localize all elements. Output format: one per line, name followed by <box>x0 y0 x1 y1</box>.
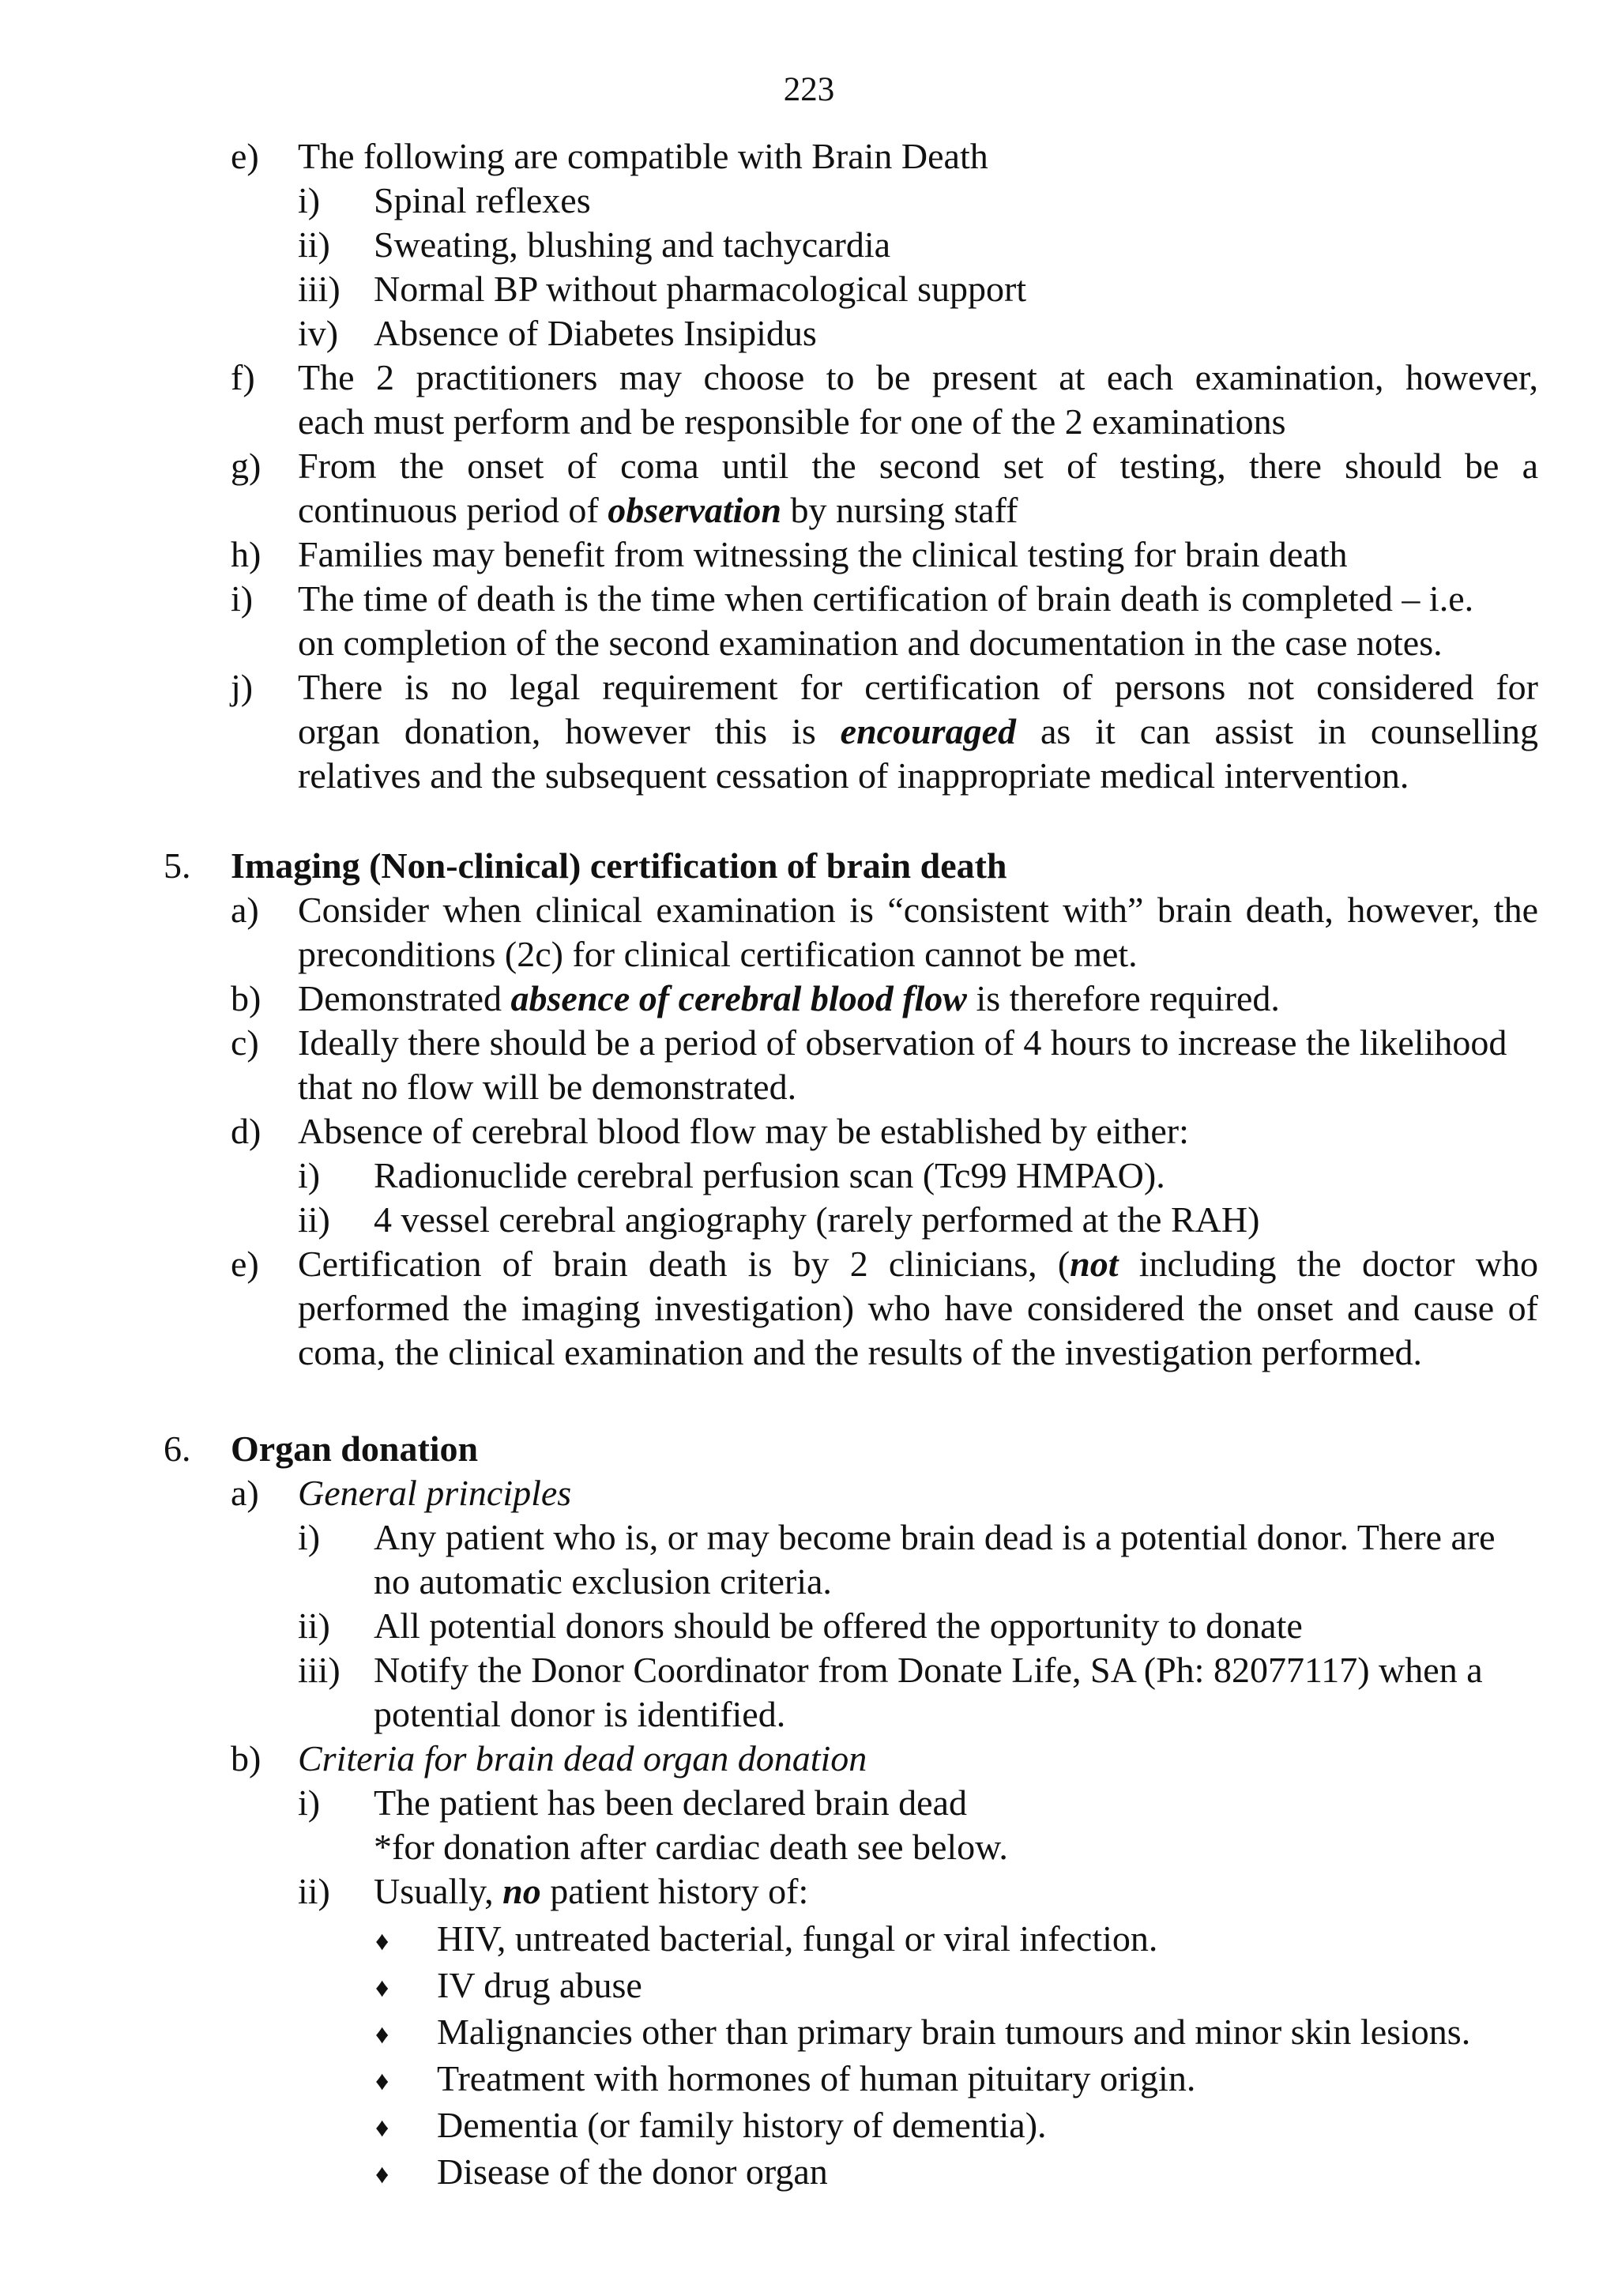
bullet-text: Malignancies other than primary brain tumours and minor skin lesions. <box>437 2012 1471 2052</box>
subitem-text: Absence of Diabetes Insipidus <box>374 313 817 353</box>
subitem-marker: iii) <box>298 269 341 309</box>
bullet-text: Dementia (or family history of dementia). <box>437 2105 1047 2145</box>
subitem-marker: i) <box>298 180 321 220</box>
subitem-text: Any patient who is, or may become brain dead is a potential donor. There are <box>374 1517 1496 1557</box>
subitem-text-cont: potential donor is identified. <box>374 1694 786 1734</box>
item-marker: g) <box>231 446 262 486</box>
item-marker: e) <box>231 136 259 176</box>
subitem-text: Radionuclide cerebral perfusion scan (Tc99 HMPAO). <box>374 1155 1165 1195</box>
item-marker: c) <box>231 1022 259 1063</box>
subitem-marker: ii) <box>298 1605 330 1646</box>
item-text-cont: coma, the clinical examination and the results of the investigation performed. <box>298 1332 1422 1372</box>
text-run: continuous period of <box>298 490 608 530</box>
text-run: Certification of brain death is by 2 clinicians, ( <box>298 1244 1071 1284</box>
subitem-marker: i) <box>298 1782 321 1823</box>
subitem-text <box>374 1869 808 1914</box>
item-text-cont: relatives and the subsequent cessation of inappropriate medical intervention. <box>298 755 1409 796</box>
emphasis: not <box>1070 1244 1119 1284</box>
item-text-cont <box>298 710 1538 754</box>
text-run: by nursing staff <box>781 490 1018 530</box>
item-marker: b) <box>231 978 262 1018</box>
text-run: including the doctor who <box>1118 1244 1538 1284</box>
emphasis: absence of cerebral blood flow <box>510 978 967 1018</box>
item-text: The following are compatible with Brain Death <box>298 136 988 176</box>
diamond-bullet-icon: ♦ <box>375 2160 389 2189</box>
subitem-text-cont: no automatic exclusion criteria. <box>374 1561 832 1602</box>
emphasis: observation <box>608 490 781 530</box>
item-marker: e) <box>231 1244 259 1284</box>
item-marker: h) <box>231 534 262 574</box>
diamond-bullet-icon: ♦ <box>375 2020 389 2049</box>
text-run: as it can assist in counselling <box>1016 711 1538 751</box>
diamond-bullet-icon: ♦ <box>375 1927 389 1956</box>
diamond-bullet-icon: ♦ <box>375 2113 389 2143</box>
item-marker: i) <box>231 578 254 619</box>
bullet-text: HIV, untreated bacterial, fungal or viral infection. <box>437 1918 1158 1959</box>
item-text-cont <box>298 488 1018 533</box>
subitem-text: Spinal reflexes <box>374 180 591 220</box>
section-title: Organ donation <box>231 1428 479 1469</box>
text-run: Usually, <box>374 1871 503 1911</box>
item-text: Ideally there should be a period of observation of 4 hours to increase the likelihood <box>298 1022 1507 1063</box>
item-text-cont: each must perform and be responsible for one of the 2 examinations <box>298 401 1286 442</box>
text-run: Demonstrated <box>298 978 511 1018</box>
emphasis: no <box>502 1871 541 1911</box>
item-text <box>298 1242 1538 1286</box>
item-text: From the onset of coma until the second set of testing, there should be a <box>298 446 1538 486</box>
item-text <box>298 977 1280 1021</box>
bullet-text: Disease of the donor organ <box>437 2151 828 2192</box>
subitem-marker: ii) <box>298 1199 330 1240</box>
emphasis: encouraged <box>840 711 1016 751</box>
item-text-cont: that no flow will be demonstrated. <box>298 1067 797 1107</box>
item-marker: a) <box>231 1473 259 1513</box>
diamond-bullet-icon: ♦ <box>375 1974 389 2003</box>
item-marker: j) <box>231 667 254 707</box>
bullet-text: IV drug abuse <box>437 1965 642 2005</box>
section-number: 5. <box>164 845 191 886</box>
item-text-cont: preconditions (2c) for clinical certification cannot be met. <box>298 934 1138 974</box>
subitem-marker: iii) <box>298 1650 341 1690</box>
diamond-bullet-icon: ♦ <box>375 2067 389 2096</box>
subitem-marker: ii) <box>298 1871 330 1911</box>
subsection-title: General principles <box>298 1473 572 1513</box>
item-text: There is no legal requirement for certification of persons not considered for <box>298 667 1538 707</box>
item-text-cont: on completion of the second examination and documentation in the case notes. <box>298 623 1443 663</box>
subitem-marker: iv) <box>298 313 339 353</box>
item-text: Families may benefit from witnessing the clinical testing for brain death <box>298 534 1348 574</box>
text-run: is therefore required. <box>966 978 1280 1018</box>
item-text-cont: performed the imaging investigation) who have considered the onset and cause of <box>298 1288 1538 1328</box>
text-run: patient history of: <box>540 1871 809 1911</box>
text-run: organ donation, however this is <box>298 711 841 751</box>
item-text: The time of death is the time when certification of brain death is completed – i.e. <box>298 578 1474 619</box>
subitem-text: The patient has been declared brain dead <box>374 1782 967 1823</box>
subitem-marker: ii) <box>298 224 330 265</box>
subitem-marker: i) <box>298 1155 321 1195</box>
item-marker: f) <box>231 357 255 397</box>
item-marker: a) <box>231 890 259 930</box>
page-number: 223 <box>783 71 835 108</box>
section-number: 6. <box>164 1428 191 1469</box>
bullet-text: Treatment with hormones of human pituitary origin. <box>437 2058 1196 2098</box>
subsection-title: Criteria for brain dead organ donation <box>298 1738 867 1778</box>
item-marker: b) <box>231 1738 262 1778</box>
subitem-text: All potential donors should be offered the opportunity to donate <box>374 1605 1303 1646</box>
item-text: Absence of cerebral blood flow may be established by either: <box>298 1111 1189 1151</box>
section-title: Imaging (Non-clinical) certification of brain death <box>231 845 1007 886</box>
item-text: The 2 practitioners may choose to be present at each examination, however, <box>298 357 1538 397</box>
subitem-text: Sweating, blushing and tachycardia <box>374 224 891 265</box>
item-marker: d) <box>231 1111 262 1151</box>
subitem-marker: i) <box>298 1517 321 1557</box>
subitem-text-cont: *for donation after cardiac death see below. <box>374 1827 1008 1867</box>
item-text: Consider when clinical examination is “consistent with” brain death, however, the <box>298 890 1538 930</box>
subitem-text: Notify the Donor Coordinator from Donate Life, SA (Ph: 82077117) when a <box>374 1650 1483 1690</box>
subitem-text: 4 vessel cerebral angiography (rarely performed at the RAH) <box>374 1199 1260 1240</box>
subitem-text: Normal BP without pharmacological support <box>374 269 1027 309</box>
